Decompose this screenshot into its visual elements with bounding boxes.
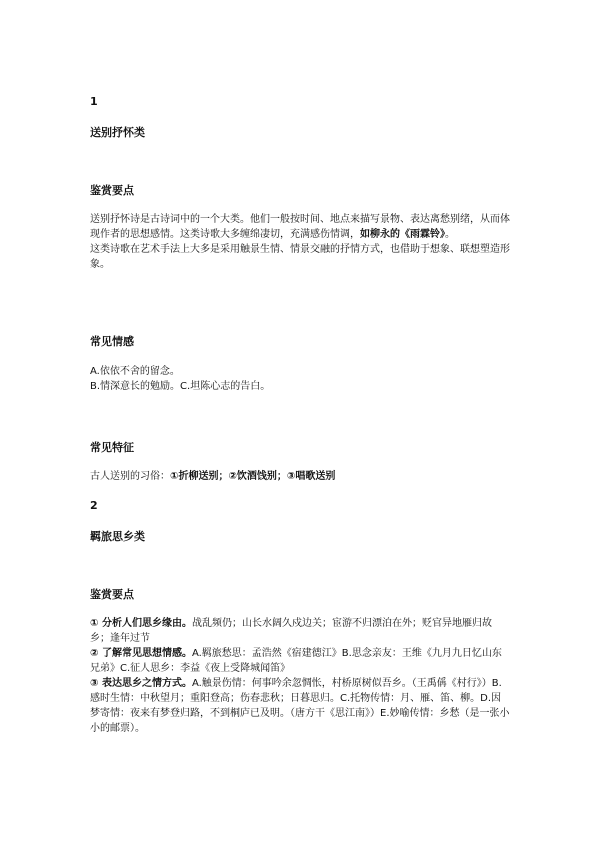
appreciation-item-2: ② 了解常见思想情感。A.羁旅愁思：孟浩然《宿建德江》B.思念亲友：王维《九月九日忆山东兄弟》C.征人思乡：李益《夜上受降城闻笛》 [90, 648, 502, 674]
appreciation-item-1: ① 分析人们思乡缘由。战乱频仍；山长水阔久戍边关；宦游不归漂泊在外；贬官异地雁归故乡；逢年过节 [90, 618, 492, 644]
emotion-line-1: A.依依不舍的留念。 [90, 366, 180, 377]
section-1-features-body [90, 469, 510, 484]
appreciation-paragraph-1: 送别抒怀诗是古诗词中的一个大类。他们一般按时间、地点来描写景物、表达离愁别绪，从而体现作者的思想感情。这类诗歌大多缠绵凄切，充满感伤情调，如柳永的《雨霖铃》。 [90, 214, 510, 240]
section-1-appreciation-body [90, 212, 510, 272]
appreciation-paragraph-2: 这类诗歌在艺术手法上大多是采用触景生情、情景交融的抒情方式，也借助于想象、联想塑造形象。 [90, 244, 510, 270]
customs-list: ①折柳送别；②饮酒饯别；③唱歌送别 [170, 471, 336, 482]
section-1-title: 送别抒怀类 [90, 126, 145, 139]
section-2-appreciation-body [90, 616, 510, 736]
section-1-emotions-body [90, 364, 510, 394]
section-1-features-heading: 常见特征 [90, 441, 134, 454]
section-2-number: 2 [90, 499, 98, 512]
section-1-emotions-heading: 常见情感 [90, 335, 134, 348]
section-2-title: 羁旅思乡类 [90, 530, 145, 543]
section-1-appreciation-heading: 鉴赏要点 [90, 184, 134, 197]
features-line: 古人送别的习俗：①折柳送别；②饮酒饯别；③唱歌送别 [90, 471, 336, 482]
example-poem: 如柳永的《雨霖铃》 [360, 229, 445, 240]
section-1-number: 1 [90, 95, 98, 108]
emotion-line-2: B.情深意长的勉励。C.坦陈心志的告白。 [90, 381, 271, 392]
section-2-appreciation-heading: 鉴赏要点 [90, 588, 134, 601]
appreciation-item-3: ③ 表达思乡之情方式。A.触景伤情：何事吟余忽惆怅，村桥原树似吾乡。（王禹偁《村行》）B.感时生情：中秋望月；重阳登高；伤春悲秋；日暮思归。C.托物传情：月、雁、笛、柳。D.因梦寄情：夜来有梦登归路，不到桐庐已及明。（唐方干《思江南》）E.妙喻传情：乡愁（是一张小小的邮票）。 [90, 678, 510, 734]
